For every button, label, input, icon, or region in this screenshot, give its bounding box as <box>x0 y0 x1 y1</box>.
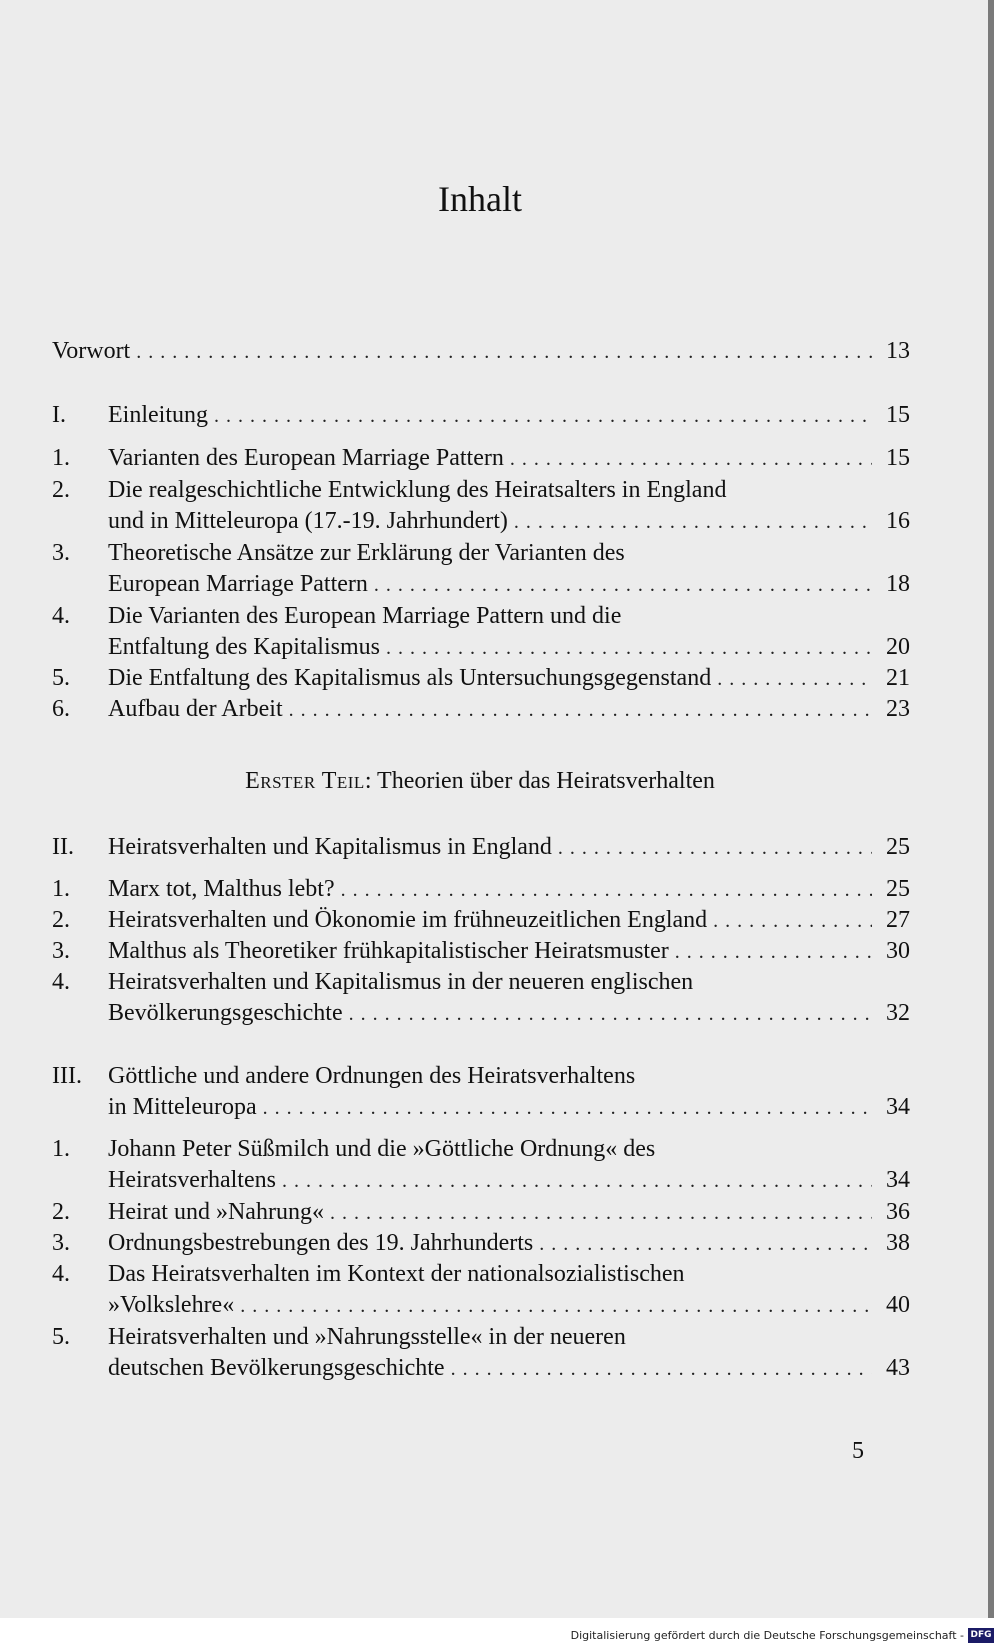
chapter-number: III. <box>52 1063 82 1089</box>
toc-entry-text: Heiratsverhalten und »Nahrungsstelle« in der neueren <box>108 1324 626 1350</box>
toc-entry-continuation <box>0 1164 910 1197</box>
toc-entry-text: Varianten des European Marriage Pattern <box>108 445 504 471</box>
toc-entry-continuation <box>0 997 910 1030</box>
toc-entry <box>0 935 910 968</box>
toc-entry <box>0 474 910 507</box>
toc-entry <box>0 662 910 695</box>
dot-leader <box>514 506 872 539</box>
toc-entry-text: Marx tot, Malthus lebt? <box>108 876 335 902</box>
toc-page-number: 20 <box>886 634 910 660</box>
entry-number: 3. <box>52 1230 70 1256</box>
toc-entry-text: Heiratsverhalten und Kapitalismus in England <box>108 834 552 860</box>
toc-entry <box>0 1321 910 1354</box>
toc-entry <box>0 873 910 906</box>
part-heading <box>0 768 960 795</box>
toc-page-number: 16 <box>886 508 910 534</box>
toc-entry-text: Die Varianten des European Marriage Pattern und die <box>108 603 622 629</box>
toc-entry-text: und in Mitteleuropa (17.-19. Jahrhundert) <box>108 508 508 534</box>
dot-leader <box>214 400 872 433</box>
dot-leader <box>510 443 872 476</box>
toc-entry <box>0 904 910 937</box>
toc-entry-text: »Volkslehre« <box>108 1292 235 1318</box>
toc-entry <box>0 1196 910 1229</box>
toc-page-number: 25 <box>886 834 910 860</box>
toc-entry <box>0 1258 910 1291</box>
chapter-number: I. <box>52 402 66 428</box>
toc-entry-text: Malthus als Theoretiker frühkapitalistischer Heiratsmuster <box>108 938 669 964</box>
dot-leader <box>349 998 872 1031</box>
toc-page-number: 38 <box>886 1230 910 1256</box>
toc-entry-text: Theoretische Ansätze zur Erklärung der Varianten des <box>108 540 625 566</box>
toc-entry-continuation <box>0 1091 910 1124</box>
toc-entry-text: Heiratsverhalten und Ökonomie im frühneuzeitlichen England <box>108 907 708 933</box>
toc-entry <box>0 537 910 570</box>
toc-entry-text: in Mitteleuropa <box>108 1094 257 1120</box>
toc-page-number: 15 <box>886 445 910 471</box>
toc-page-number: 34 <box>886 1167 910 1193</box>
digitization-footer <box>0 1625 1000 1651</box>
entry-number: 1. <box>52 445 70 471</box>
toc-page-number: 23 <box>886 696 910 722</box>
toc-page-number: 25 <box>886 876 910 902</box>
toc-chapter-2 <box>0 831 910 864</box>
page-number: 5 <box>852 1438 864 1464</box>
dot-leader <box>386 632 872 665</box>
entry-number: 5. <box>52 665 70 691</box>
toc-entry-text: Bevölkerungsgeschichte <box>108 1000 343 1026</box>
toc-entry-text: Heiratsverhalten und Kapitalismus in der neueren englischen <box>108 969 694 995</box>
dot-leader <box>558 832 872 865</box>
toc-chapter-1 <box>0 399 910 432</box>
footer-text: Digitalisierung gefördert durch die Deutsche Forschungsgemeinschaft - <box>570 1629 964 1642</box>
toc-entry-text: Göttliche und andere Ordnungen des Heiratsverhaltens <box>108 1063 636 1089</box>
toc-page-number: 43 <box>886 1355 910 1381</box>
part-label: Erster Teil <box>245 768 365 794</box>
toc-entry <box>0 1133 910 1166</box>
dot-leader <box>263 1092 872 1125</box>
entry-number: 2. <box>52 907 70 933</box>
entry-number: 2. <box>52 477 70 503</box>
toc-page-number: 27 <box>886 907 910 933</box>
toc-entry-continuation <box>0 505 910 538</box>
toc-entry-continuation <box>0 631 910 664</box>
dot-leader <box>341 874 872 907</box>
toc-entry-text: Vorwort <box>52 338 131 364</box>
dot-leader <box>289 694 872 727</box>
toc-entry <box>0 1227 910 1260</box>
toc-entry-text: Die realgeschichtliche Entwicklung des Heiratsalters in England <box>108 477 727 503</box>
toc-entry <box>0 693 910 726</box>
toc-page-number: 13 <box>886 338 910 364</box>
toc-page-number: 15 <box>886 402 910 428</box>
toc-entry-text: Das Heiratsverhalten im Kontext der nationalsozialistischen <box>108 1261 685 1287</box>
toc-entry <box>0 442 910 475</box>
toc-page-number: 30 <box>886 938 910 964</box>
toc-page-number: 36 <box>886 1199 910 1225</box>
entry-number: 1. <box>52 1136 70 1162</box>
toc-entry-text: Aufbau der Arbeit <box>108 696 283 722</box>
entry-number: 3. <box>52 540 70 566</box>
toc-entry-continuation <box>0 1289 910 1322</box>
dot-leader <box>675 936 872 969</box>
entry-number: 3. <box>52 938 70 964</box>
dot-leader <box>136 336 872 369</box>
entry-number: 2. <box>52 1199 70 1225</box>
dot-leader <box>330 1197 872 1230</box>
entry-number: 4. <box>52 1261 70 1287</box>
entry-number: 4. <box>52 603 70 629</box>
toc-entry-text: European Marriage Pattern <box>108 571 368 597</box>
toc-entry-continuation <box>0 568 910 601</box>
page-title: Inhalt <box>438 179 522 219</box>
part-title: : Theorien über das Heiratsverhalten <box>364 768 715 794</box>
toc-entry-text: Die Entfaltung des Kapitalismus als Untersuchungsgegenstand <box>108 665 712 691</box>
dot-leader <box>240 1290 872 1323</box>
toc-entry-text: Heirat und »Nahrung« <box>108 1199 324 1225</box>
toc-entry <box>0 966 910 999</box>
toc-entry-text: Ordnungsbestrebungen des 19. Jahrhunderts <box>108 1230 534 1256</box>
toc-entry-text: Einleitung <box>108 402 208 428</box>
dot-leader <box>717 663 872 696</box>
entry-number: 1. <box>52 876 70 902</box>
dot-leader <box>282 1165 872 1198</box>
toc-entry-text: Entfaltung des Kapitalismus <box>108 634 380 660</box>
toc-page-number: 21 <box>886 665 910 691</box>
toc-page-number: 18 <box>886 571 910 597</box>
dot-leader <box>539 1228 872 1261</box>
toc-entry-text: deutschen Bevölkerungsgeschichte <box>108 1355 445 1381</box>
toc-page-number: 34 <box>886 1094 910 1120</box>
entry-number: 4. <box>52 969 70 995</box>
toc-entry-vorwort <box>0 335 910 368</box>
chapter-number: II. <box>52 834 74 860</box>
dot-leader <box>713 905 872 938</box>
dot-leader <box>451 1353 872 1386</box>
entry-number: 5. <box>52 1324 70 1350</box>
toc-entry <box>0 600 910 633</box>
toc-chapter-3 <box>0 1060 910 1093</box>
entry-number: 6. <box>52 696 70 722</box>
toc-entry-text: Heiratsverhaltens <box>108 1167 276 1193</box>
toc-entry-text: Johann Peter Süßmilch und die »Göttliche Ordnung« des <box>108 1136 656 1162</box>
dfg-logo: DFG <box>968 1628 994 1643</box>
dot-leader <box>374 569 872 602</box>
toc-page-number: 40 <box>886 1292 910 1318</box>
toc-entry-continuation <box>0 1352 910 1385</box>
toc-page-number: 32 <box>886 1000 910 1026</box>
